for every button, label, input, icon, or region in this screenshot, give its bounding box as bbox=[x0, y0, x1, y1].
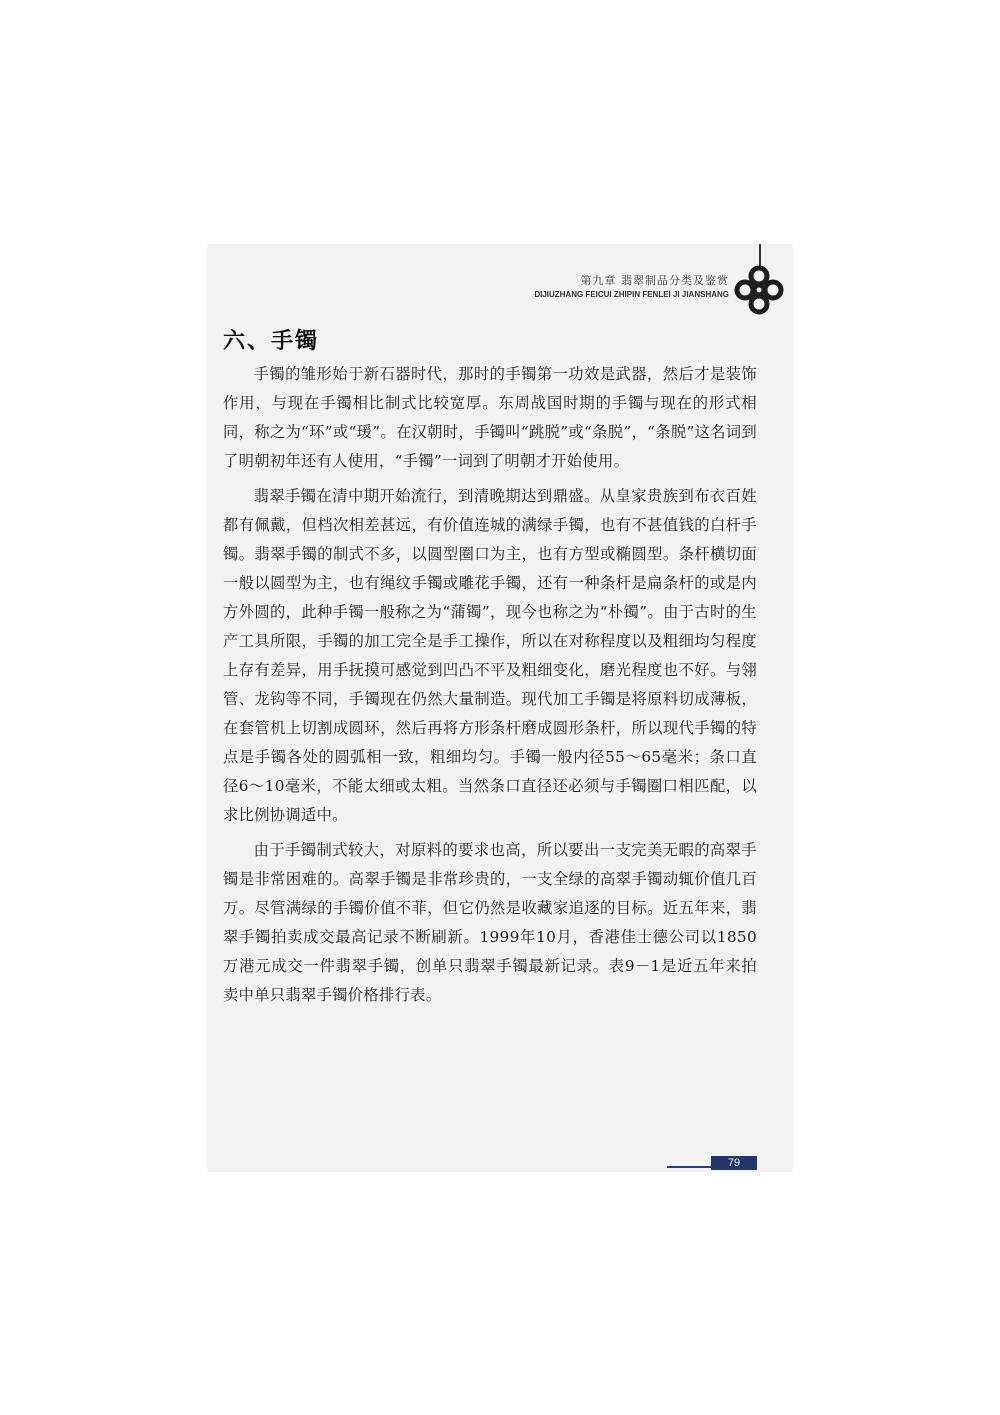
body-text bbox=[223, 360, 757, 1010]
paragraph-1: 手镯的雏形始于新石器时代，那时的手镯第一功效是武器，然后才是装饰作用，与现在手镯相比制式比较宽厚。东周战国时期的手镯与现在的形式相同，称之为“环”或“瑗”。在汉朝时，手镯叫“跳脱”或“条脱”，“条脱”这名词到了明朝初年还有人使用，“手镯”一词到了明朝才开始使用。 bbox=[223, 365, 757, 470]
knot-flower-icon bbox=[731, 262, 787, 318]
chapter-pinyin: DIJIUZHANG FEICUI ZHIPIN FENLEI JI JIANSHANG bbox=[534, 290, 729, 299]
page-number: 79 bbox=[711, 1156, 757, 1170]
running-header bbox=[534, 274, 729, 300]
book-page bbox=[207, 244, 793, 1172]
paragraph-2: 翡翠手镯在清中期开始流行，到清晚期达到鼎盛。从皇家贵族到布衣百姓都有佩戴，但档次相差甚远，有价值连城的满绿手镯，也有不甚值钱的白杆手镯。翡翠手镯的制式不多，以圆型圈口为主，也有方型或椭圆型。条杆横切面一般以圆型为主，也有绳纹手镯或雕花手镯，还有一种条杆是扁条杆的或是内方外圆的，此种手镯一般称之为“蒲镯”，现今也称之为“朴镯”。由于古时的生产工具所限，手镯的加工完全是手工操作，所以在对称程度以及粗细均匀程度上存有差异，用手抚摸可感觉到凹凸不平及粗细变化，磨光程度也不好。与翎管、龙钩等不同，手镯现在仍然大量制造。现代加工手镯是将原料切成薄板，在套管机上切割成圆环，然后再将方形条杆磨成圆形条杆，所以现代手镯的特点是手镯各处的圆弧相一致，粗细均匀。手镯一般内径55～65毫米；条口直径6～10毫米，不能太细或太粗。当然条口直径还必须与手镯圈口相匹配，以求比例协调适中。 bbox=[223, 487, 757, 824]
section-title: 六、手镯 bbox=[223, 329, 320, 354]
chapter-title: 第九章 翡翠制品分类及鉴赏 bbox=[580, 274, 729, 287]
paragraph-3: 由于手镯制式较大，对原料的要求也高，所以要出一支完美无暇的高翠手镯是非常困难的。高翠手镯是非常珍贵的，一支全绿的高翠手镯动辄价值几百万。尽管满绿的手镯价值不菲，但它仍然是收藏家追逐的目标。近五年来，翡翠手镯拍卖成交最高记录不断刷新。1999年10月，香港佳士德公司以1850万港元成交一件翡翠手镯，创单只翡翠手镯最新记录。表9－1是近五年来拍卖中单只翡翠手镯价格排行表。 bbox=[223, 841, 757, 1004]
